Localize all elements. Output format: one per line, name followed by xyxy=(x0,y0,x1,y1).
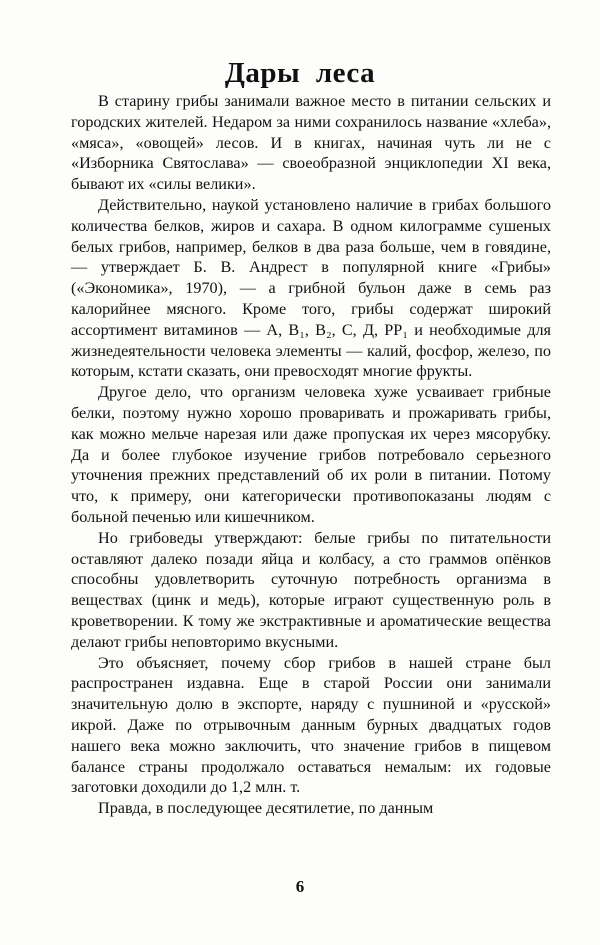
page-number: 6 xyxy=(295,877,305,896)
page-title: Дары леса xyxy=(224,57,376,90)
paragraph: В старину грибы занимали важное место в питании сельских и городских жителей. Недаром за ними сохранилось название «хлеба», «мяса», «овощей» лесов. И в книгах, начиная чуть ли не с «Изборника Святослава» — своеобразной энциклопедии XI века, бывают их «силы велики». xyxy=(71,92,551,194)
paragraph: Действительно, наукой установлено наличие в грибах большого количества белков, жиров и сахара. В одном килограмме сушеных белых грибов, например, белков в два раза больше, чем в говядине, — утверждает Б. В. Андрест в популярной книге «Грибы» («Экономика», 1970), — а грибной бульон даже в семь раз калорийнее мясного. Кроме того, грибы содержат широкий ассортимент витаминов — А, B₁, B₂, С, Д, PP₁ и необходимые для жизнедеятельности человека элементы — калий, фосфор, железо, по которым, кстати сказать, они превосходят многие фрукты. xyxy=(71,195,551,381)
paragraph: Но грибоведы утверждают: белые грибы по питательности оставляют далеко позади яйца и колбасу, а сто граммов опёнков способны удовлетворить суточную потребность организма в веществах (цинк и медь), которые играют существенную роль в кроветворении. К тому же экстрактивные и ароматические вещества делают грибы неповторимо вкусными. xyxy=(71,528,551,651)
paragraph: Правда, в последующее десятилетие, по данным xyxy=(98,799,434,818)
body-text xyxy=(71,91,551,819)
paragraph: Это объясняет, почему сбор грибов в нашей стране был распространен издавна. Еще в старой России они занимали значительную долю в экспорте, наряду с пушниной и «русской» икрой. Даже по отрывочным данным бурных двадцатых годов нашего века можно заключить, что значение грибов в пищевом балансе страны продолжало оставаться немалым: их годовые заготовки доходили до 1,2 млн. т. xyxy=(71,653,551,797)
paragraph: Другое дело, что организм человека хуже усваивает грибные белки, поэтому нужно хорошо проваривать и прожаривать грибы, как можно мельче нарезая или даже пропуская их через мясорубку. Да и более глубокое изучение грибов потребовало серьезного уточнения прежних представлений об их роли в питании. Потому что, к примеру, они категорически противопоказаны людям с больной печенью или кишечником. xyxy=(71,383,551,526)
